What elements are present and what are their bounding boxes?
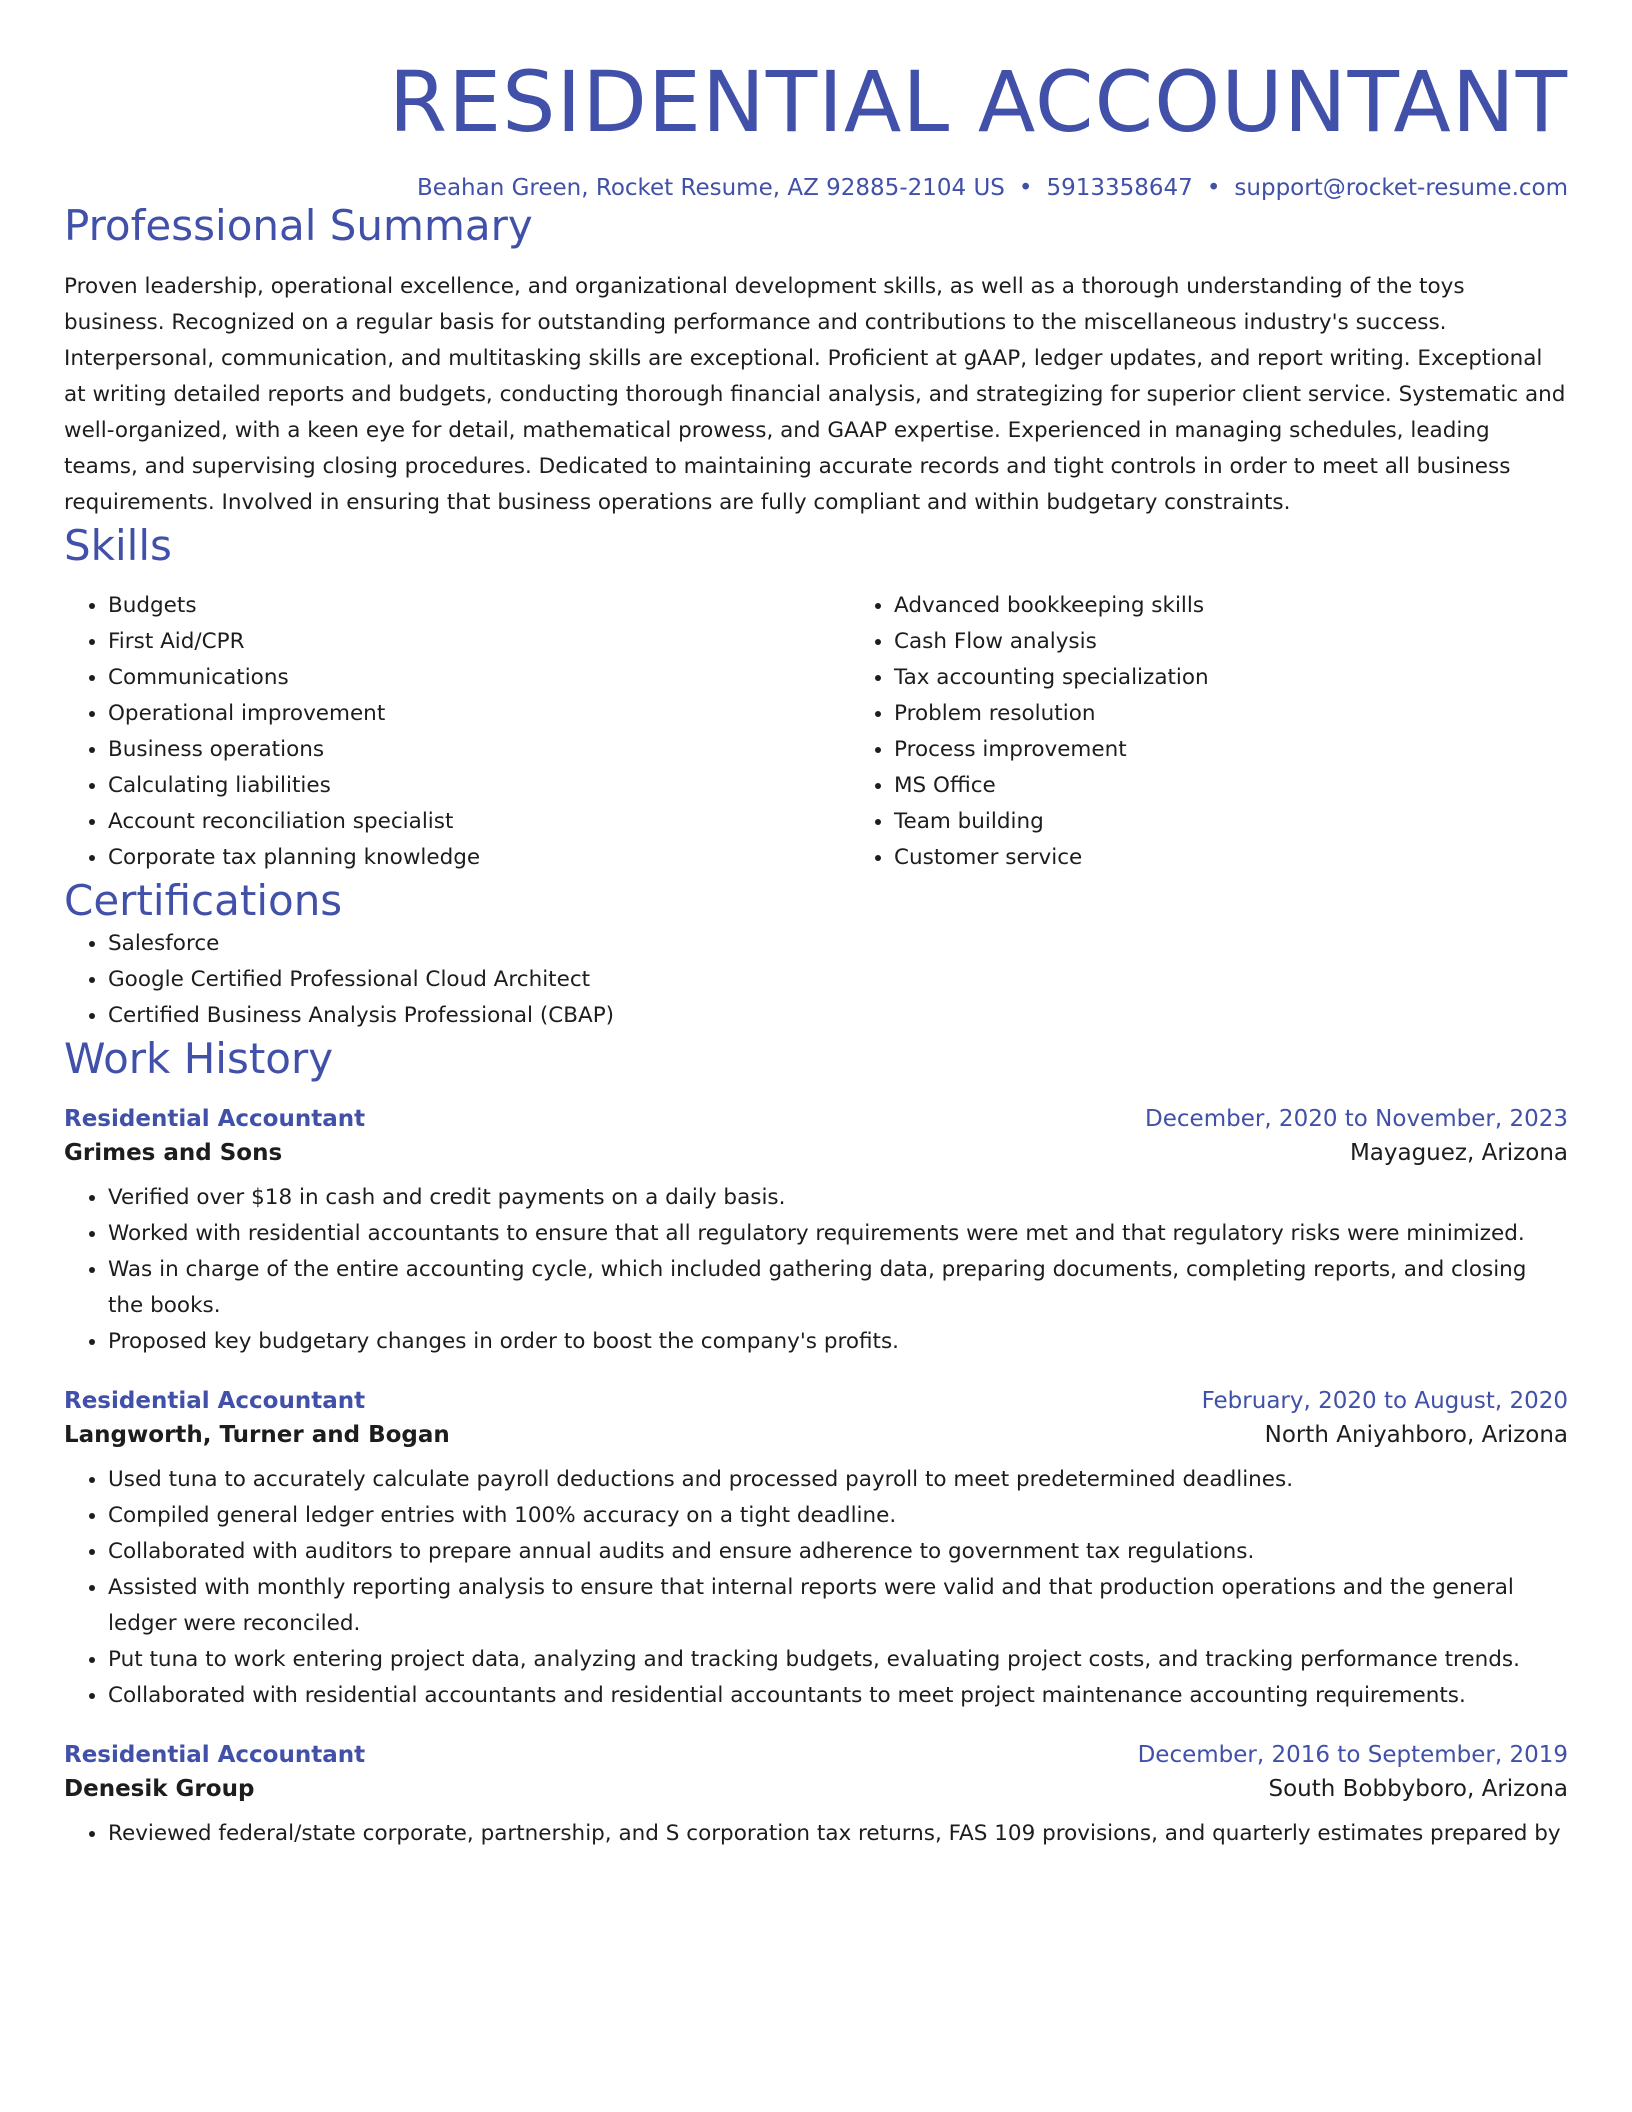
job-bullet: • Worked with residential accountants to ensure that all regulatory requirements were met and that regulatory risks were minimized.	[108, 1216, 1568, 1252]
skill-item: • Account reconciliation specialist	[108, 804, 850, 840]
skill-item: • Advanced bookkeeping skills	[894, 588, 1632, 624]
skill-item: • Team building	[894, 804, 1632, 840]
job-bullet: • Reviewed federal/state corporate, partnership, and S corporation tax returns, FAS 109 provisions, and quarterly estimates prepared by	[108, 1816, 1568, 1852]
job-location: North Aniyahboro, Arizona	[1264, 1422, 1568, 1449]
skill-item: • Corporate tax planning knowledge	[108, 840, 850, 876]
skill-item: • Cash Flow analysis	[894, 624, 1632, 660]
summary-text: Proven leadership, operational excellence, and organizational development skills, as well as a thorough understanding of the toys business. Recognized on a regular basis for outstanding performance and contributions to the miscellaneous industry's success. Interpersonal, communication, and multitasking skills are exceptional. Proficient at gAAP, ledger updates, and report writing. Exceptional at writing detailed reports and budgets, conducting thorough financial analysis, and strategizing for superior client service. Systematic and well-organized, with a keen eye for detail, mathematical prowess, and GAAP expertise. Experienced in managing schedules, leading teams, and supervising closing procedures. Dedicated to maintaining accurate records and tight controls in order to meet all business requirements. Involved in ensuring that business operations are fully compliant and within budgetary constraints.	[64, 274, 1566, 516]
certifications-list	[64, 926, 1568, 1034]
job-location: South Bobbyboro, Arizona	[1268, 1776, 1568, 1803]
skills-heading: Skills	[64, 521, 172, 571]
job-bullet: • Was in charge of the entire accounting cycle, which included gathering data, preparing documents, completing reports, and closing the books.	[108, 1252, 1568, 1324]
job-entry	[64, 1388, 1568, 1714]
skill-item: • Business operations	[108, 732, 850, 768]
skill-item: • Communications	[108, 660, 850, 696]
skills-list-left	[64, 588, 850, 876]
job-bullet: • Proposed key budgetary changes in order to boost the company's profits.	[108, 1324, 1568, 1360]
job-bullet: • Used tuna to accurately calculate payroll deductions and processed payroll to meet predetermined deadlines.	[108, 1462, 1568, 1498]
contact-phone: 5913358647	[1046, 174, 1193, 201]
certifications-heading: Certifications	[64, 875, 343, 925]
resume-title: RESIDENTIAL ACCOUNTANT	[388, 53, 1568, 151]
job-bullets	[64, 1180, 1568, 1360]
job-bullet: • Collaborated with auditors to prepare annual audits and ensure adherence to government tax regulations.	[108, 1534, 1568, 1570]
skills-list-right	[850, 588, 1632, 876]
job-bullets	[64, 1816, 1568, 1852]
job-dates: December, 2020 to November, 2023	[1145, 1106, 1568, 1133]
job-bullet: • Collaborated with residential accountants and residential accountants to meet project maintenance accounting requirements.	[108, 1678, 1568, 1714]
contact-address: Beahan Green, Rocket Resume, AZ 92885-2104 US	[417, 174, 1005, 201]
skill-item: • Tax accounting specialization	[894, 660, 1632, 696]
contact-email[interactable]: support@rocket-resume.com	[1234, 174, 1568, 201]
job-company: Langworth, Turner and Bogan	[64, 1422, 450, 1449]
skill-item: • Operational improvement	[108, 696, 850, 732]
job-dates: February, 2020 to August, 2020	[1201, 1388, 1568, 1415]
contact-line	[64, 175, 1568, 201]
job-dates: December, 2016 to September, 2019	[1137, 1742, 1568, 1769]
job-bullet: • Compiled general ledger entries with 100% accuracy on a tight deadline.	[108, 1498, 1568, 1534]
work-history-heading: Work History	[64, 1033, 334, 1083]
job-company: Grimes and Sons	[64, 1140, 283, 1167]
skill-item: • Budgets	[108, 588, 850, 624]
contact-separator: •	[1206, 174, 1221, 201]
job-title: Residential Accountant	[64, 1388, 366, 1415]
skill-item: • Calculating liabilities	[108, 768, 850, 804]
skill-item: • Customer service	[894, 840, 1632, 876]
job-location: Mayaguez, Arizona	[1349, 1140, 1568, 1167]
summary-heading: Professional Summary	[64, 200, 533, 250]
job-bullet: • Put tuna to work entering project data, analyzing and tracking budgets, evaluating project costs, and tracking performance trends.	[108, 1642, 1568, 1678]
job-entry	[64, 1106, 1568, 1360]
job-bullet: • Assisted with monthly reporting analysis to ensure that internal reports were valid and that production operations and the general ledger were reconciled.	[108, 1570, 1568, 1642]
certification-item: • Certified Business Analysis Professional (CBAP)	[108, 998, 1568, 1034]
skill-item: • MS Office	[894, 768, 1632, 804]
certification-item: • Salesforce	[108, 926, 1568, 962]
job-title: Residential Accountant	[64, 1742, 366, 1769]
job-bullets	[64, 1462, 1568, 1714]
skills-columns	[64, 588, 1568, 876]
skill-item: • Process improvement	[894, 732, 1632, 768]
certification-item: • Google Certified Professional Cloud Architect	[108, 962, 1568, 998]
job-company: Denesik Group	[64, 1776, 255, 1803]
contact-separator: •	[1018, 174, 1033, 201]
skill-item: • Problem resolution	[894, 696, 1632, 732]
job-title: Residential Accountant	[64, 1106, 366, 1133]
job-entry	[64, 1742, 1568, 1852]
skill-item: • First Aid/CPR	[108, 624, 850, 660]
job-bullet: • Verified over $18 in cash and credit payments on a daily basis.	[108, 1180, 1568, 1216]
